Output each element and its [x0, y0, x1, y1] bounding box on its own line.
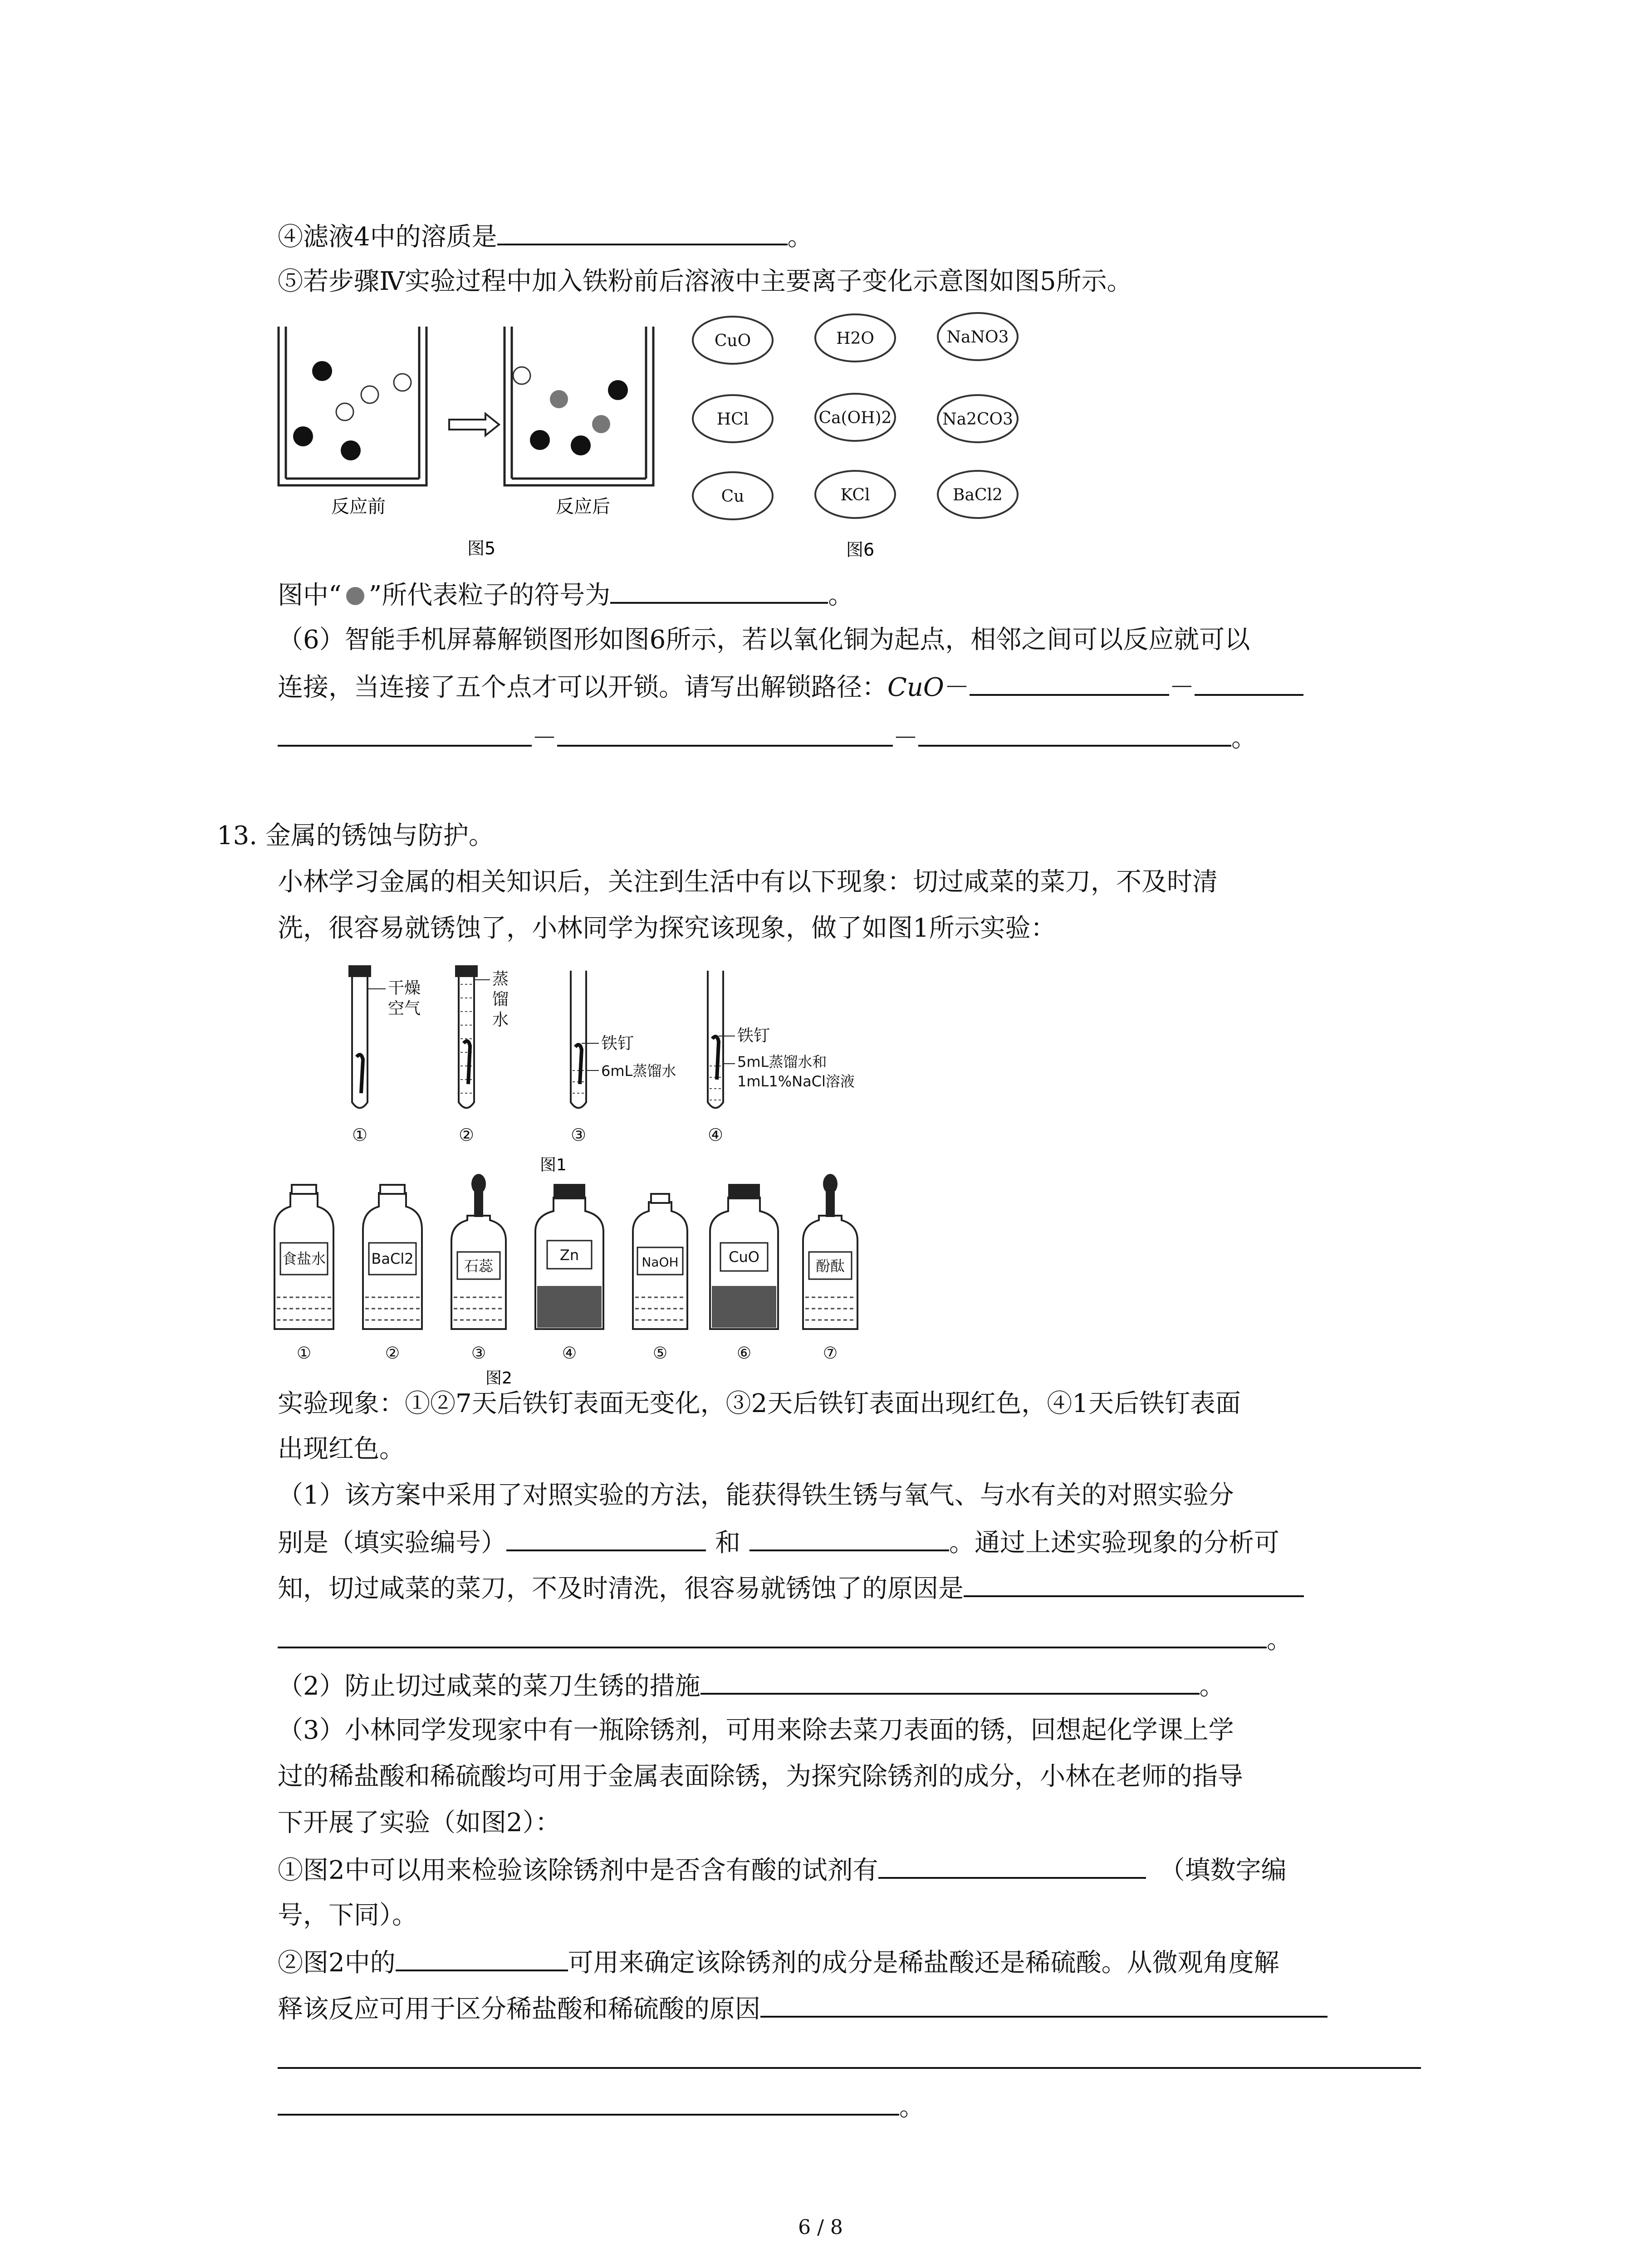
- answer-blank[interactable]: [964, 1572, 1304, 1597]
- node-nano3: NaNO3: [946, 328, 1009, 347]
- bottle-label-2: BaCl2: [371, 1250, 414, 1267]
- page-number: 6 / 8: [798, 2216, 843, 2239]
- figure-6: [685, 308, 1066, 581]
- sub3-line-4: ①图2中可以用来检验该除锈剂中是否含有酸的试剂有 （填数字编: [278, 1853, 1287, 1887]
- node-kcl: KCl: [840, 486, 870, 504]
- line-filtrate4: ④滤液4中的溶质是 。: [278, 220, 813, 253]
- tube-num-2: ②: [458, 1125, 475, 1145]
- beaker-after: [505, 327, 653, 485]
- bottle-num-7: ⑦: [823, 1344, 838, 1363]
- bottle-label-6: CuO: [729, 1248, 759, 1266]
- answer-blank[interactable]: [557, 721, 893, 747]
- bottle-label-4: Zn: [559, 1246, 579, 1264]
- sub1-line-3: 知，切过咸菜的菜刀，不及时清洗，很容易就锈蚀了的原因是: [278, 1572, 1304, 1605]
- node-h2o: H2O: [836, 329, 874, 348]
- bottle-num-3: ③: [471, 1344, 486, 1363]
- bottle-label-7: 酚酞: [815, 1257, 845, 1275]
- figure-5: [272, 318, 681, 572]
- beaker-before: [279, 327, 426, 485]
- bottle-label-5: NaOH: [642, 1255, 679, 1270]
- figure-2: [268, 1166, 903, 1393]
- label-water-3: 水: [492, 1011, 509, 1029]
- label-before: 反应前: [331, 496, 386, 517]
- caption-fig5: 图5: [467, 538, 496, 558]
- sub1-line-1: （1）该方案中采用了对照实验的方法，能获得铁生锈与氧气、与水有关的对照实验分: [278, 1481, 1234, 1510]
- obs-line-1: 实验现象：①②7天后铁钉表面无变化，③2天后铁钉表面出现红色，④1天后铁钉表面: [278, 1389, 1241, 1418]
- answer-blank[interactable]: [970, 670, 1169, 696]
- line-step4: ⑤若步骤Ⅳ实验过程中加入铁粉前后溶液中主要离子变化示意图如图5所示。: [278, 267, 1132, 296]
- node-hcl: HCl: [716, 410, 749, 429]
- answer-blank[interactable]: [497, 220, 788, 245]
- label-nail-3: 铁钉: [601, 1034, 634, 1053]
- answer-blank[interactable]: [278, 1623, 1267, 1648]
- obs-line-2: 出现红色。: [278, 1434, 405, 1464]
- text: ④滤液4中的溶质是: [278, 222, 497, 252]
- sub1-line-2: 别是（填实验编号） 和 。通过上述实验现象的分析可: [278, 1526, 1279, 1559]
- label-nail-4: 铁钉: [737, 1026, 770, 1045]
- node-na2co3: Na2CO3: [942, 410, 1013, 429]
- bottle-num-2: ②: [385, 1344, 400, 1363]
- node-caoh2: Ca(OH)2: [818, 409, 892, 427]
- sub1-line-4: 。: [278, 1623, 1292, 1656]
- line-unlock-2: 连接，当连接了五个点才可以开锁。请写出解锁路径：CuO－ －: [278, 670, 1303, 704]
- sub3-line-2: 过的稀盐酸和稀硫酸均可用于金属表面除锈，为探究除锈剂的成分，小林在老师的指导: [278, 1762, 1243, 1791]
- label-dry-air-2: 空气: [388, 999, 421, 1018]
- label-mix-2: 1mL1%NaCl溶液: [737, 1073, 855, 1090]
- sub3-line-5: 号，下同）。: [278, 1901, 417, 1930]
- answer-blank[interactable]: [278, 721, 532, 747]
- line-unlock-1: （6）智能手机屏幕解锁图形如图6所示，若以氧化铜为起点，相邻之间可以反应就可以: [278, 625, 1250, 655]
- answer-blank[interactable]: [278, 2090, 899, 2116]
- label-water-3b: 6mL蒸馏水: [601, 1062, 676, 1080]
- caption-fig6: 图6: [846, 540, 875, 560]
- answer-blank[interactable]: [1195, 670, 1303, 696]
- tube-num-3: ③: [570, 1125, 587, 1145]
- label-water-1: 蒸: [492, 970, 509, 988]
- node-bacl2: BaCl2: [953, 486, 1003, 504]
- answer-blank[interactable]: [918, 721, 1231, 747]
- sub2-line: （2）防止切过咸菜的菜刀生锈的措施 。: [278, 1669, 1225, 1702]
- bottle-num-4: ④: [562, 1344, 577, 1363]
- tube-num-1: ①: [352, 1125, 368, 1145]
- label-mix-1: 5mL蒸馏水和: [737, 1053, 827, 1070]
- caption-fig1: 图1: [540, 1156, 567, 1174]
- arrow-icon: [449, 414, 499, 435]
- q13-para-2: 洗，很容易就锈蚀了，小林同学为探究该现象，做了如图1所示实验：: [278, 914, 1056, 943]
- tube-num-4: ④: [707, 1125, 724, 1145]
- bottle-label-3: 石蕊: [464, 1257, 494, 1275]
- line-unlock-3: － － 。: [278, 721, 1257, 754]
- label-after: 反应后: [556, 496, 610, 517]
- caption-fig2: 图2: [485, 1369, 512, 1388]
- sub3-line-6: ②图2中的 可用来确定该除锈剂的成分是稀盐酸还是稀硫酸。从微观角度解: [278, 1946, 1279, 1979]
- answer-blank[interactable]: [749, 1526, 949, 1551]
- q13-para-1: 小林学习金属的相关知识后，关注到生活中有以下现象：切过咸菜的菜刀，不及时清: [278, 867, 1218, 897]
- sub3-line-8: [278, 2043, 1421, 2077]
- bottle-num-5: ⑤: [652, 1344, 668, 1363]
- answer-blank[interactable]: [700, 1669, 1200, 1695]
- figure-1: [318, 948, 907, 1184]
- answer-blank[interactable]: [506, 1526, 706, 1551]
- answer-blank[interactable]: [878, 1853, 1146, 1879]
- sub3-line-3: 下开展了实验（如图2）：: [278, 1808, 561, 1838]
- label-water-2: 馏: [492, 990, 509, 1009]
- answer-blank[interactable]: [760, 1992, 1327, 2018]
- label-dry-air-1: 干燥: [388, 979, 421, 997]
- answer-blank[interactable]: [396, 1946, 568, 1971]
- bottle-label-1: 食盐水: [282, 1250, 326, 1267]
- q13-title: 13. 金属的锈蚀与防护。: [217, 821, 494, 850]
- node-cu: Cu: [721, 487, 745, 506]
- bottle-num-6: ⑥: [736, 1344, 752, 1363]
- gray-particle-icon: [342, 585, 369, 607]
- sub3-line-9: 。: [278, 2090, 925, 2123]
- bottle-num-1: ①: [296, 1344, 312, 1363]
- answer-blank[interactable]: [278, 2043, 1421, 2069]
- node-cuo: CuO: [714, 332, 751, 350]
- sub3-line-1: （3）小林同学发现家中有一瓶除锈剂，可用来除去菜刀表面的锈，回想起化学课上学: [278, 1716, 1234, 1745]
- sub3-line-7: 释该反应可用于区分稀盐酸和稀硫酸的原因: [278, 1992, 1327, 2025]
- line-particle: 图中“ ”所代表粒子的符号为 。: [278, 578, 853, 611]
- answer-blank[interactable]: [610, 578, 828, 604]
